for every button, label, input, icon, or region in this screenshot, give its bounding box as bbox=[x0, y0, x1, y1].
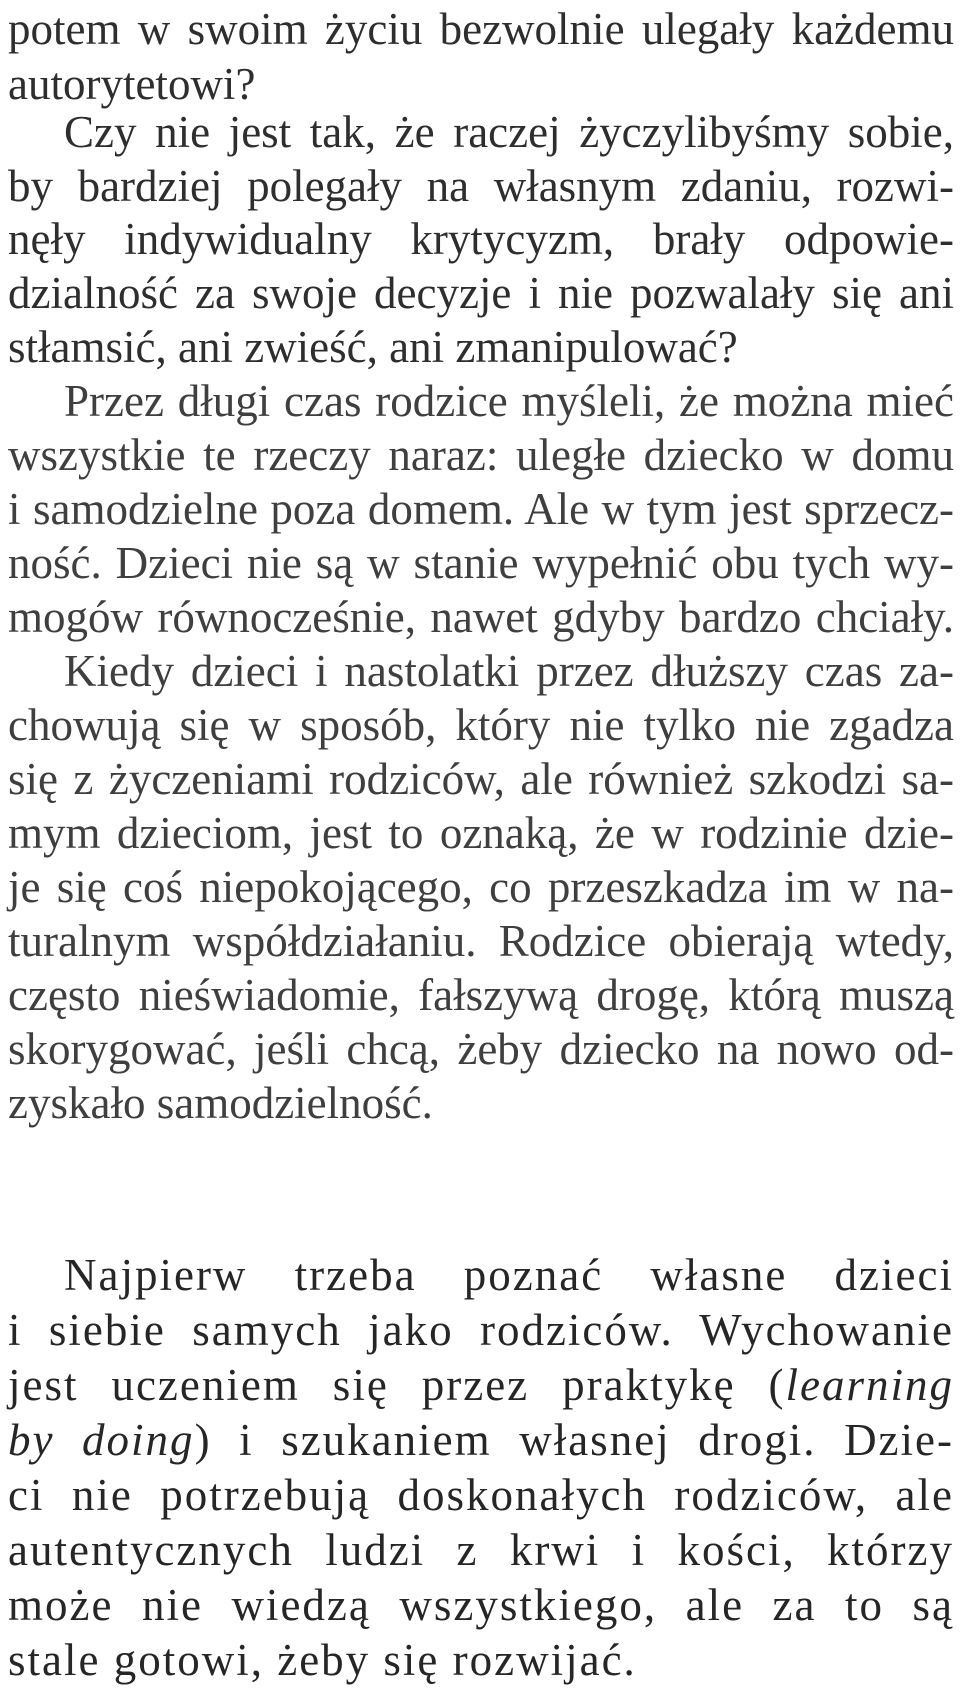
text-line: stłamsić, ani zwieść, ani zmanipulować? bbox=[8, 322, 738, 372]
text-line bbox=[8, 1413, 954, 1467]
text-line: skorygować, jeśli chcą, żeby dziecko na nowo od- bbox=[8, 1024, 954, 1074]
text-line: i siebie samych jako rodziców. Wychowanie bbox=[8, 1305, 954, 1355]
text-line: Najpierw trzeba poznać własne dzieci bbox=[64, 1250, 954, 1300]
text-line: mym dzieciom, jest to oznaką, że w rodzinie dzie- bbox=[8, 808, 954, 858]
text-line: się z życzeniami rodziców, ale również szkodzi sa- bbox=[8, 754, 954, 804]
text-line: dzialność za swoje decyzje i nie pozwalały się ani bbox=[8, 268, 954, 318]
text-span: ) i szukaniem własnej drogi. Dzie- bbox=[194, 1415, 954, 1465]
text-line: wszystkie te rzeczy naraz: uległe dziecko w domu bbox=[8, 430, 954, 480]
text-line: i samodzielne poza domem. Ale w tym jest sprzecz- bbox=[8, 484, 954, 534]
text-line: często nieświadomie, fałszywą drogę, którą muszą bbox=[8, 970, 954, 1020]
text-line: by bardziej polegały na własnym zdaniu, rozwi- bbox=[8, 161, 954, 211]
italic-phrase: by doing bbox=[8, 1415, 195, 1465]
text-line: je się coś niepokojącego, co przeszkadza im w na- bbox=[8, 862, 954, 912]
text-line bbox=[8, 1358, 954, 1412]
text-line: autentycznych ludzi z krwi i kości, którzy bbox=[8, 1525, 954, 1575]
text-span: jest uczeniem się przez praktykę ( bbox=[8, 1360, 786, 1410]
text-line: mogów równocześnie, nawet gdyby bardzo chciały. bbox=[8, 592, 954, 642]
text-line: chowują się w sposób, który nie tylko nie zgadza bbox=[8, 700, 954, 750]
text-line: Kiedy dzieci i nastolatki przez dłuższy czas za- bbox=[64, 646, 954, 696]
text-line: turalnym współdziałaniu. Rodzice obierają wtedy, bbox=[8, 916, 954, 966]
text-line: nęły indywidualny krytycyzm, brały odpowie- bbox=[8, 214, 954, 264]
text-line: Przez długi czas rodzice myśleli, że można mieć bbox=[64, 376, 954, 426]
italic-phrase: learning bbox=[785, 1360, 954, 1410]
text-line: ność. Dzieci nie są w stanie wypełnić obu tych wy- bbox=[8, 538, 954, 588]
text-line: ci nie potrzebują doskonałych rodziców, ale bbox=[8, 1470, 954, 1520]
text-line: autorytetowi? bbox=[8, 59, 256, 109]
text-line: Czy nie jest tak, że raczej życzylibyśmy sobie, bbox=[64, 107, 954, 157]
text-line: może nie wiedzą wszystkiego, ale za to są bbox=[8, 1580, 954, 1630]
text-line: potem w swoim życiu bezwolnie ulegały każdemu bbox=[8, 4, 954, 54]
text-line: stale gotowi, żeby się rozwijać. bbox=[8, 1635, 637, 1685]
text-line: zyskało samodzielność. bbox=[8, 1078, 433, 1128]
